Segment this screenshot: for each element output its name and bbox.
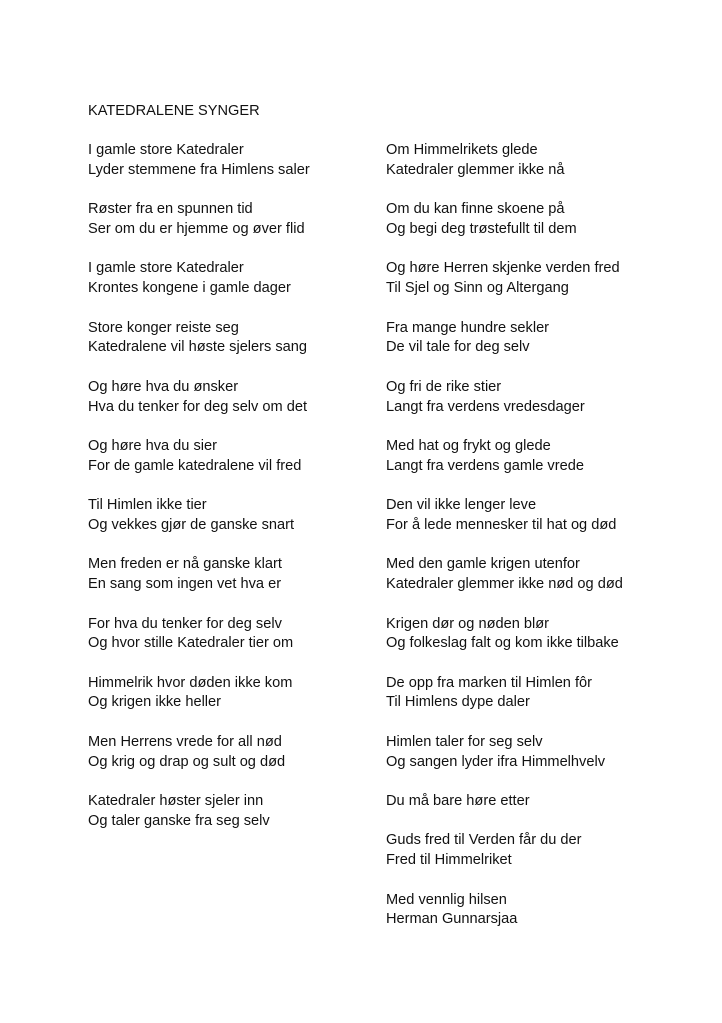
poem-line: Langt fra verdens vredesdager [386, 398, 585, 415]
poem-line: Med den gamle krigen utenfor [386, 556, 580, 573]
poem-line: For å lede mennesker til hat og død [386, 516, 617, 533]
stanza [386, 733, 706, 773]
poem-line: Herman Gunnarsjaa [386, 911, 518, 928]
poem-line: Store konger reiste seg [88, 319, 239, 336]
stanza [386, 496, 706, 536]
poem-line: Fred til Himmelriket [386, 852, 512, 869]
poem-line: Katedraler glemmer ikke nå [386, 161, 565, 178]
poem-line: Himlen taler for seg selv [386, 733, 543, 750]
stanza [88, 674, 378, 714]
poem-line: En sang som ingen vet hva er [88, 576, 282, 593]
stanza [386, 555, 706, 595]
poem-line: Krigen dør og nøden blør [386, 615, 550, 632]
stanza [88, 141, 378, 181]
poem-line: Om du kan finne skoene på [386, 201, 565, 218]
stanza [88, 555, 378, 595]
poem-line: Du må bare høre etter [386, 793, 530, 810]
stanza [386, 891, 706, 931]
stanza [88, 437, 378, 477]
stanza [386, 200, 706, 240]
poem-line: Krontes kongene i gamle dager [88, 280, 291, 297]
stanza [88, 378, 378, 418]
poem-line: For hva du tenker for deg selv [88, 615, 282, 632]
poem-line: Men Herrens vrede for all nød [88, 733, 282, 750]
poem-line: Fra mange hundre sekler [386, 319, 550, 336]
stanza [88, 319, 378, 359]
stanza [88, 733, 378, 773]
poem-line: Og fri de rike stier [386, 378, 502, 395]
stanza [88, 792, 378, 832]
stanza [386, 378, 706, 418]
poem-line: Himmelrik hvor døden ikke kom [88, 674, 293, 691]
poem-line: Og vekkes gjør de ganske snart [88, 516, 295, 533]
stanza [386, 674, 706, 714]
poem-line: I gamle store Katedraler [88, 260, 244, 277]
poem-line: Og folkeslag falt og kom ikke tilbake [386, 635, 619, 652]
poem-line: Og begi deg trøstefullt til dem [386, 220, 577, 237]
poem-line: Og krigen ikke heller [88, 694, 222, 711]
stanza [88, 259, 378, 299]
poem-line: Men freden er nå ganske klart [88, 556, 282, 573]
poem-line: Lyder stemmene fra Himlens saler [88, 161, 310, 178]
poem-line: Ser om du er hjemme og øver flid [88, 220, 305, 237]
poem-line: Og høre hva du sier [88, 437, 217, 454]
stanza [88, 200, 378, 240]
stanza [386, 259, 706, 299]
right-column [386, 141, 706, 950]
poem-line: I gamle store Katedraler [88, 142, 244, 158]
poem-line: Og sangen lyder ifra Himmelhvelv [386, 753, 605, 770]
stanza [386, 831, 706, 871]
poem-line: Katedraler høster sjeler inn [88, 793, 264, 810]
stanza [386, 141, 706, 181]
stanza [88, 496, 378, 536]
poem-title: KATEDRALENE SYNGER [88, 103, 260, 119]
poem-line: Og høre hva du ønsker [88, 378, 239, 395]
poem-line: Og høre Herren skjenke verden fred [386, 260, 620, 277]
poem-line: Og hvor stille Katedraler tier om [88, 635, 294, 652]
poem-line: Katedralene vil høste sjelers sang [88, 339, 308, 356]
stanza [386, 319, 706, 359]
poem-line: Og krig og drap og sult og død [88, 753, 286, 770]
stanza [88, 615, 378, 655]
poem-line: De vil tale for deg selv [386, 339, 530, 356]
poem-line: Til Himlens dype daler [386, 694, 530, 711]
poem-line: Den vil ikke lenger leve [386, 497, 537, 514]
poem-line: Røster fra en spunnen tid [88, 201, 253, 218]
stanza [386, 792, 706, 812]
poem-line: Hva du tenker for deg selv om det [88, 398, 308, 415]
poem-line: Med hat og frykt og glede [386, 437, 551, 454]
poem-line: Til Sjel og Sinn og Altergang [386, 280, 569, 297]
poem-line: De opp fra marken til Himlen fôr [386, 674, 593, 691]
stanza [386, 615, 706, 655]
poem-line: For de gamle katedralene vil fred [88, 457, 302, 474]
poem-line: Om Himmelrikets glede [386, 142, 538, 158]
poem-line: Langt fra verdens gamle vrede [386, 457, 584, 474]
poem-line: Til Himlen ikke tier [88, 497, 207, 514]
poem-line: Og taler ganske fra seg selv [88, 812, 270, 829]
poem-line: Guds fred til Verden får du der [386, 832, 582, 849]
stanza [386, 437, 706, 477]
poem-line: Med vennlig hilsen [386, 891, 507, 908]
poem-line: Katedraler glemmer ikke nød og død [386, 576, 623, 593]
left-column [88, 141, 378, 851]
